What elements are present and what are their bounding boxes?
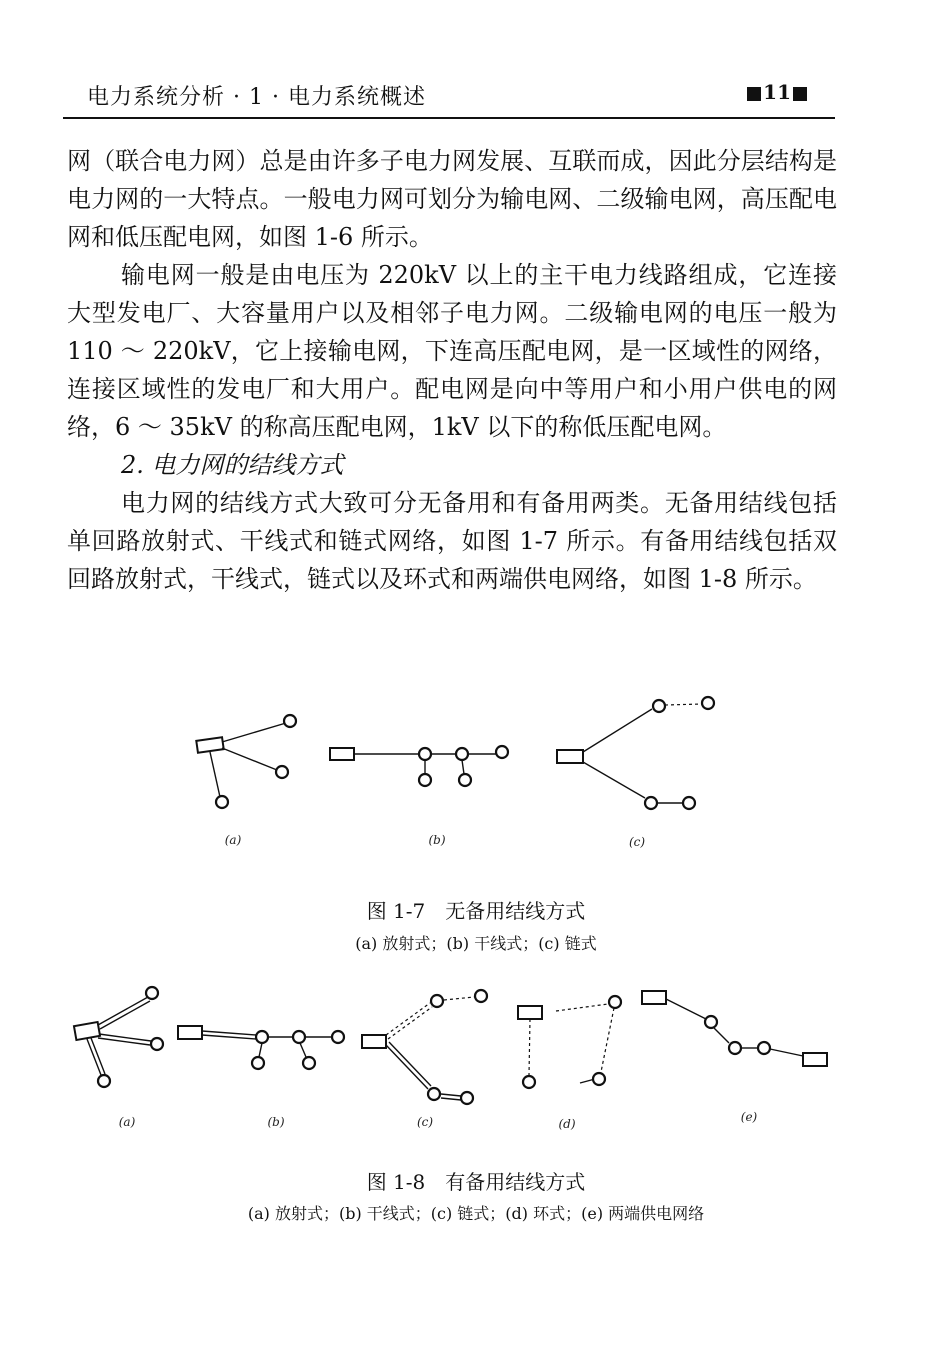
header-title: 电力系统分析 · 1 · 电力系统概述 bbox=[87, 85, 426, 110]
fig7-c-node-1 bbox=[653, 700, 665, 712]
figure-1-7-diagram bbox=[0, 690, 952, 860]
fig8-label-e: (e) bbox=[740, 1110, 758, 1124]
fig7-b-node-2 bbox=[456, 748, 468, 760]
fig8-d-generator bbox=[518, 1006, 542, 1019]
fig8-d-node-3 bbox=[593, 1073, 605, 1085]
fig8-b-generator bbox=[178, 1026, 202, 1039]
fig8-b-node-5 bbox=[303, 1057, 315, 1069]
fig8-a-node-1 bbox=[146, 987, 158, 999]
fig8-b-trunk bbox=[178, 1026, 344, 1069]
fig7-a-node-3 bbox=[216, 796, 228, 808]
fig8-e-node-1 bbox=[705, 1016, 717, 1028]
fig8-e-generator-1 bbox=[642, 991, 666, 1004]
figure-1-7-subtitle: (a) 放射式；(b) 干线式；(c) 链式 bbox=[355, 934, 597, 953]
fig8-c-node-4 bbox=[461, 1092, 473, 1104]
fig7-b-node-3 bbox=[496, 746, 508, 758]
fig8-c-node-1 bbox=[431, 995, 443, 1007]
fig7-c-node-2 bbox=[702, 697, 714, 709]
fig7-c-chain bbox=[557, 697, 714, 809]
fig7-b-trunk bbox=[330, 746, 508, 786]
fig7-c-node-3 bbox=[645, 797, 657, 809]
fig8-label-c: (c) bbox=[416, 1115, 434, 1129]
fig8-a-radial bbox=[74, 987, 163, 1087]
fig7-label-b: (b) bbox=[428, 833, 446, 847]
page-number bbox=[745, 80, 809, 104]
fig8-b-node-3 bbox=[332, 1031, 344, 1043]
fig8-e-node-2 bbox=[729, 1042, 741, 1054]
fig7-b-node-1 bbox=[419, 748, 431, 760]
paragraph-continuation: 网（联合电力网）总是由许多子电力网发展、互联而成，因此分层结构是电力网的一大特点。一般电力网可划分为输电网、二级输电网，高压配电网和低压配电网，如图 1-6 所示。 bbox=[67, 147, 837, 251]
header-rule bbox=[63, 117, 835, 119]
running-header bbox=[63, 78, 835, 112]
fig8-d-ring bbox=[518, 996, 621, 1088]
paragraph-transmission: 输电网一般是由电压为 220kV 以上的主干电力线路组成，它连接大型发电厂、大容量用户以及相邻子电力网。二级输电网的电压一般为 110 ～ 220kV，它上接输电网，下连高压配电网，是一区域性的网络，连接区域性的发电厂和大用户。配电网是向中等用户和小用户供电的网络，6 ～ 35kV 的称高压配电网，1kV 以下的称低压配电网。 bbox=[67, 261, 837, 441]
fig7-a-node-2 bbox=[276, 766, 288, 778]
fig8-a-node-2 bbox=[151, 1038, 163, 1050]
fig7-b-node-4 bbox=[419, 774, 431, 786]
fig8-b-node-2 bbox=[293, 1031, 305, 1043]
fig8-a-generator bbox=[74, 1022, 100, 1040]
fig7-a-generator bbox=[196, 737, 223, 753]
figure-1-8-title: 图 1-8 有备用结线方式 bbox=[366, 1170, 586, 1194]
fig8-c-node-3 bbox=[428, 1088, 440, 1100]
fig7-label-c: (c) bbox=[628, 835, 646, 849]
block-mark-right bbox=[793, 87, 807, 101]
figure-1-7-title: 图 1-7 无备用结线方式 bbox=[366, 899, 586, 923]
fig8-c-chain bbox=[362, 990, 487, 1104]
fig7-a-node-1 bbox=[284, 715, 296, 727]
fig8-label-a: (a) bbox=[118, 1115, 136, 1129]
fig8-b-node-4 bbox=[252, 1057, 264, 1069]
section-heading: 2. 电力网的结线方式 bbox=[121, 451, 344, 479]
block-mark-left bbox=[747, 87, 761, 101]
fig8-label-d: (d) bbox=[558, 1117, 576, 1131]
figure-1-8-diagram bbox=[0, 975, 952, 1140]
fig8-c-node-2 bbox=[475, 990, 487, 1002]
fig8-d-node-2 bbox=[523, 1076, 535, 1088]
fig7-c-generator bbox=[557, 750, 583, 763]
fig8-b-node-1 bbox=[256, 1031, 268, 1043]
fig8-e-two-end bbox=[642, 991, 827, 1066]
fig7-b-generator bbox=[330, 748, 354, 760]
paragraph-wiring: 电力网的结线方式大致可分无备用和有备用两类。无备用结线包括单回路放射式、干线式和链式网络，如图 1-7 所示。有备用结线包括双回路放射式，干线式，链式以及环式和两端供电网络，如图 1-8 所示。 bbox=[67, 489, 837, 593]
fig8-d-node-1 bbox=[609, 996, 621, 1008]
fig8-e-node-3 bbox=[758, 1042, 770, 1054]
fig8-a-node-3 bbox=[98, 1075, 110, 1087]
fig7-a-radial bbox=[196, 715, 296, 808]
fig8-e-generator-2 bbox=[803, 1053, 827, 1066]
body-text bbox=[67, 142, 837, 598]
fig7-b-node-5 bbox=[459, 774, 471, 786]
fig7-label-a: (a) bbox=[224, 833, 242, 847]
page-number-text: 11 bbox=[763, 80, 791, 104]
fig8-c-generator bbox=[362, 1035, 386, 1048]
fig7-c-node-4 bbox=[683, 797, 695, 809]
fig8-label-b: (b) bbox=[267, 1115, 285, 1129]
figure-1-8-subtitle: (a) 放射式；(b) 干线式；(c) 链式；(d) 环式；(e) 两端供电网络 bbox=[247, 1204, 705, 1223]
